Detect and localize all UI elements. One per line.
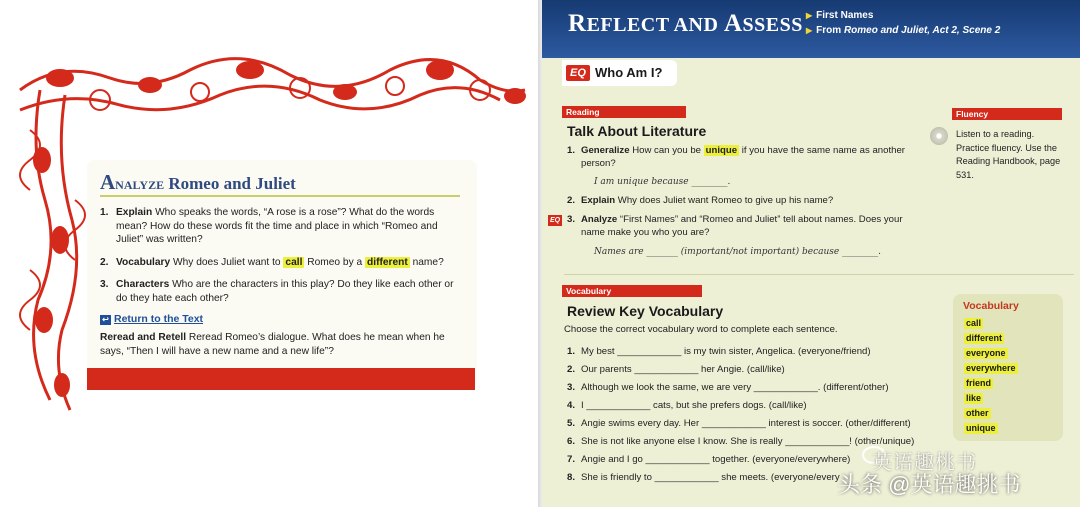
eq-small-badge: EQ [549, 217, 561, 224]
vocab-item-6 [567, 436, 914, 447]
question-text: Romeo by a [304, 257, 366, 268]
vocab-word: everywhere [966, 363, 1016, 373]
question-body [581, 145, 927, 170]
triangle-bullet-icon: ▶ [806, 26, 813, 35]
question-number: 1. [567, 145, 576, 156]
reread-retell [100, 331, 470, 358]
title-cap: A [100, 170, 116, 194]
subtitle-first-names [806, 10, 873, 21]
vocab-word: different [966, 333, 1002, 343]
talk-about-literature-title: Talk About Literature [567, 123, 707, 139]
question-text: if you have the same name as another person? [581, 145, 905, 169]
vocab-highlight: different [367, 257, 408, 268]
watermark-bottom: 头条 @英语趣挑书 [838, 472, 1021, 497]
question-1 [100, 206, 465, 247]
question-3 [100, 278, 465, 305]
vocab-word: other [966, 408, 989, 418]
vocab-box-title: Vocabulary [963, 300, 1019, 312]
title-smallcaps: nalyze [115, 174, 165, 193]
question-body [116, 256, 465, 270]
question-term: Generalize [581, 145, 630, 156]
vocab-item-8 [567, 472, 840, 483]
vocab-word: call [966, 318, 982, 328]
item-number: 7. [567, 454, 576, 465]
sentence-frame-3: Names are _______ (important/not important) because ________. [594, 247, 881, 257]
vocab-item-1 [567, 346, 871, 357]
question-term: Explain [116, 207, 153, 218]
item-number: 2. [567, 364, 576, 375]
eq-tab [562, 60, 677, 86]
fluency-label: Fluency [952, 108, 1062, 120]
reread-text: Reread Romeo’s dialogue. What does he mean when he says, “Then I will have a new name and a new life”? [100, 332, 445, 357]
item-number: 6. [567, 436, 576, 447]
question-body [581, 195, 927, 208]
vocab-item-3 [567, 382, 889, 393]
question-term: Vocabulary [116, 257, 171, 268]
title-rule [100, 195, 460, 197]
subtitle-romeo-juliet [806, 25, 1000, 36]
item-text: She is not like anyone else I know. She is really ____________! (other/unique) [581, 436, 915, 447]
subtitle-text: , Act 2, Scene 2 [927, 25, 1001, 36]
question-text: name? [409, 257, 444, 268]
header-band [542, 0, 1080, 58]
eq-badge: EQ [566, 65, 590, 81]
item-number: 4. [567, 400, 576, 411]
question-body [116, 206, 465, 247]
reread-term: Reread and Retell [100, 332, 187, 343]
question-text: How can you be [629, 145, 704, 156]
item-number: 3. [567, 382, 576, 393]
question-number: 3. [100, 279, 109, 290]
subtitle-text: From [816, 25, 844, 36]
question-text: Who speaks the words, “A rose is a rose”? What do the words mean? How do these words fit the time and place in which “Romeo and Juliet” was written? [116, 207, 438, 245]
question-number: 2. [100, 257, 109, 268]
question-number: 1. [100, 207, 109, 218]
analyze-title [100, 170, 296, 195]
question-body [581, 214, 927, 239]
question-text: Why does Juliet want to [170, 257, 284, 268]
red-footer-bar [87, 368, 475, 390]
question-number: 3. [567, 214, 576, 225]
reading-label: Reading [562, 106, 686, 118]
question-term: Characters [116, 279, 170, 290]
item-text: Our parents ____________ her Angie. (call/like) [581, 364, 785, 375]
item-text: Although we look the same, we are very ____________. (different/other) [581, 382, 889, 393]
analyze-box [87, 160, 477, 388]
review-key-vocabulary-title: Review Key Vocabulary [567, 303, 724, 319]
title-rest: Romeo and Juliet [164, 174, 296, 193]
item-number: 1. [567, 346, 576, 357]
reflect-assess-title [568, 10, 803, 38]
triangle-bullet-icon: ▶ [806, 11, 813, 20]
vocab-word: like [966, 393, 982, 403]
item-text: She is friendly to ____________ she meets. (everyone/every [581, 472, 840, 483]
return-label: Return to the Text [114, 313, 204, 325]
section-divider [564, 274, 1074, 275]
vocab-item-4 [567, 400, 807, 411]
eq-label: Who Am I? [595, 65, 663, 80]
vocab-item-7 [567, 454, 850, 465]
vocab-highlight: unique [705, 145, 738, 156]
question-number: 2. [567, 195, 576, 206]
vocab-word: unique [966, 423, 996, 433]
audio-cd-icon [930, 127, 948, 145]
item-text: Angie swims every day. Her ____________ interest is soccer. (other/different) [581, 418, 911, 429]
item-number: 8. [567, 472, 576, 483]
subtitle-text: First Names [816, 10, 874, 21]
item-text: Angie and I go ____________ together. (everyone/everywhere) [581, 454, 851, 465]
title-a: A [723, 10, 743, 37]
question-2 [100, 256, 465, 270]
return-to-text-link[interactable] [100, 313, 203, 325]
vocab-highlight: call [285, 257, 303, 268]
item-text: I ____________ cats, but she prefers dogs. (call/like) [581, 400, 807, 411]
sentence-frame-1: I am unique because ________. [594, 177, 731, 187]
reading-question-3 [567, 214, 927, 239]
vocab-item-2 [567, 364, 785, 375]
vocabulary-instructions: Choose the correct vocabulary word to complete each sentence. [564, 324, 838, 335]
return-arrow-icon: ↩ [100, 315, 111, 325]
vocabulary-word-box [953, 294, 1063, 441]
watermark-top: 英语趣桃书 [872, 452, 977, 474]
reading-question-2 [567, 195, 927, 208]
item-text: My best ____________ is my twin sister, Angelica. (everyone/friend) [581, 346, 871, 357]
question-term: Analyze [581, 214, 618, 225]
fluency-text: Listen to a reading. Practice fluency. Use the Reading Handbook, page 531. [956, 129, 1061, 180]
item-number: 5. [567, 418, 576, 429]
title-r: R [568, 10, 587, 37]
question-text: Who are the characters in this play? Do they like each other or do they hate each other? [116, 279, 454, 304]
title-eflect: EFLECT AND [586, 14, 724, 36]
subtitle-text: Romeo and Juliet [843, 25, 928, 36]
reading-question-1 [567, 145, 927, 170]
title-ssess: SSESS [742, 14, 803, 36]
question-text: “First Names” and “Romeo and Juliet” tell about names. Does your name make you who you are? [581, 214, 903, 238]
question-body [116, 278, 465, 305]
vocab-item-5 [567, 418, 911, 429]
question-text: Why does Juliet want Romeo to give up his name? [615, 195, 834, 206]
right-page [542, 0, 1080, 507]
vocab-word: friend [966, 378, 992, 388]
question-term: Explain [581, 195, 616, 206]
vocabulary-label: Vocabulary [562, 285, 702, 297]
vocab-word: everyone [966, 348, 1006, 358]
